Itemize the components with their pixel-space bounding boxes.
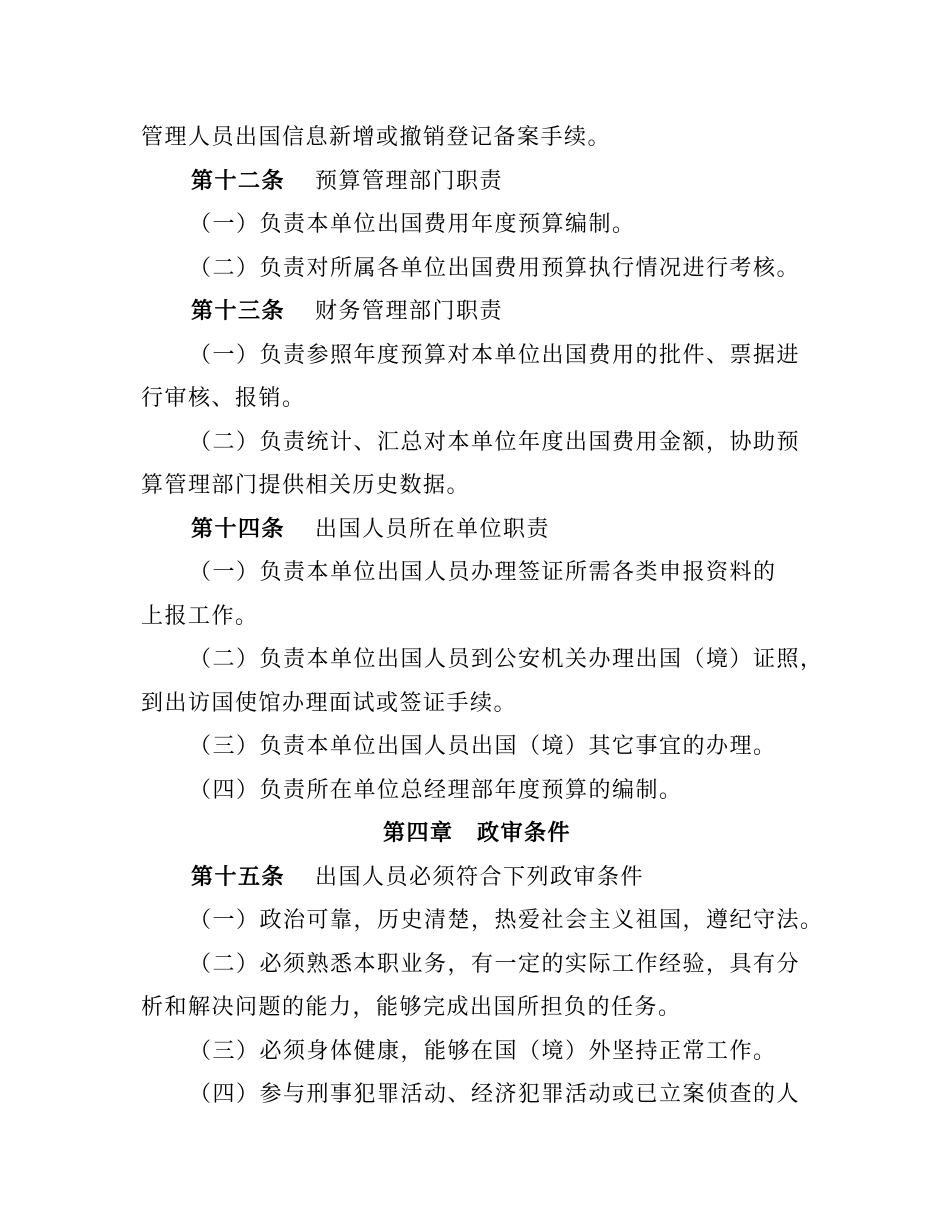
article-heading — [141, 160, 813, 204]
article-heading — [141, 508, 813, 552]
paragraph-line: 上报工作。 — [141, 603, 259, 629]
paragraph-line: （二）负责本单位出国人员到公安机关办理出国（境）证照， — [189, 647, 824, 672]
paragraph-line: 析和解决问题的能力，能够完成出国所担负的任务。 — [141, 995, 682, 1020]
paragraph-line: （四）参与刑事犯罪活动、经济犯罪活动或已立案侦查的人 — [189, 1082, 801, 1107]
article-number: 第十二条 — [191, 167, 286, 194]
article-title: 出国人员必须符合下列政审条件 — [315, 864, 645, 890]
paragraph-line: 管理人员出国信息新增或撤销登记备案手续。 — [141, 125, 612, 150]
paragraph-line: （一）负责参照年度预算对本单位出国费用的批件、票据进 — [189, 342, 801, 368]
paragraph-line: （一）负责本单位出国人员办理签证所需各类申报资料的 — [189, 560, 777, 585]
document-page — [141, 116, 824, 1117]
chapter-heading: 第四章 政审条件 — [382, 820, 571, 846]
paragraph-line: （二）必须熟悉本职业务，有一定的实际工作经验，具有分 — [189, 951, 801, 977]
article-title: 出国人员所在单位职责 — [315, 516, 551, 542]
article-title: 财务管理部门职责 — [315, 299, 504, 324]
paragraph-line: （二）负责统计、汇总对本单位年度出国费用金额，协助预 — [189, 429, 801, 455]
paragraph-line: （二）负责对所属各单位出国费用预算执行情况进行考核。 — [189, 255, 801, 281]
paragraph-line: （三）负责本单位出国人员出国（境）其它事宜的办理。 — [189, 734, 777, 759]
article-number: 第十五条 — [191, 863, 286, 890]
article-number: 第十三条 — [191, 298, 286, 324]
paragraph-line: （一）负责本单位出国费用年度预算编制。 — [189, 212, 636, 237]
paragraph-line: 到出访国使馆办理面试或签证手续。 — [141, 690, 518, 716]
article-heading — [141, 290, 813, 334]
paragraph-line: （三）必须身体健康，能够在国（境）外坚持正常工作。 — [189, 1038, 777, 1064]
paragraph-line: 行审核、报销。 — [141, 386, 306, 411]
article-number: 第十四条 — [191, 515, 286, 542]
paragraph-line: （四）负责所在单位总经理部年度预算的编制。 — [189, 777, 683, 803]
paragraph-line: （一）政治可靠，历史清楚，热爱社会主义祖国，遵纪守法。 — [189, 908, 824, 933]
article-title: 预算管理部门职责 — [315, 168, 504, 194]
paragraph-line: 算管理部门提供相关历史数据。 — [141, 473, 471, 498]
article-heading — [141, 856, 813, 900]
